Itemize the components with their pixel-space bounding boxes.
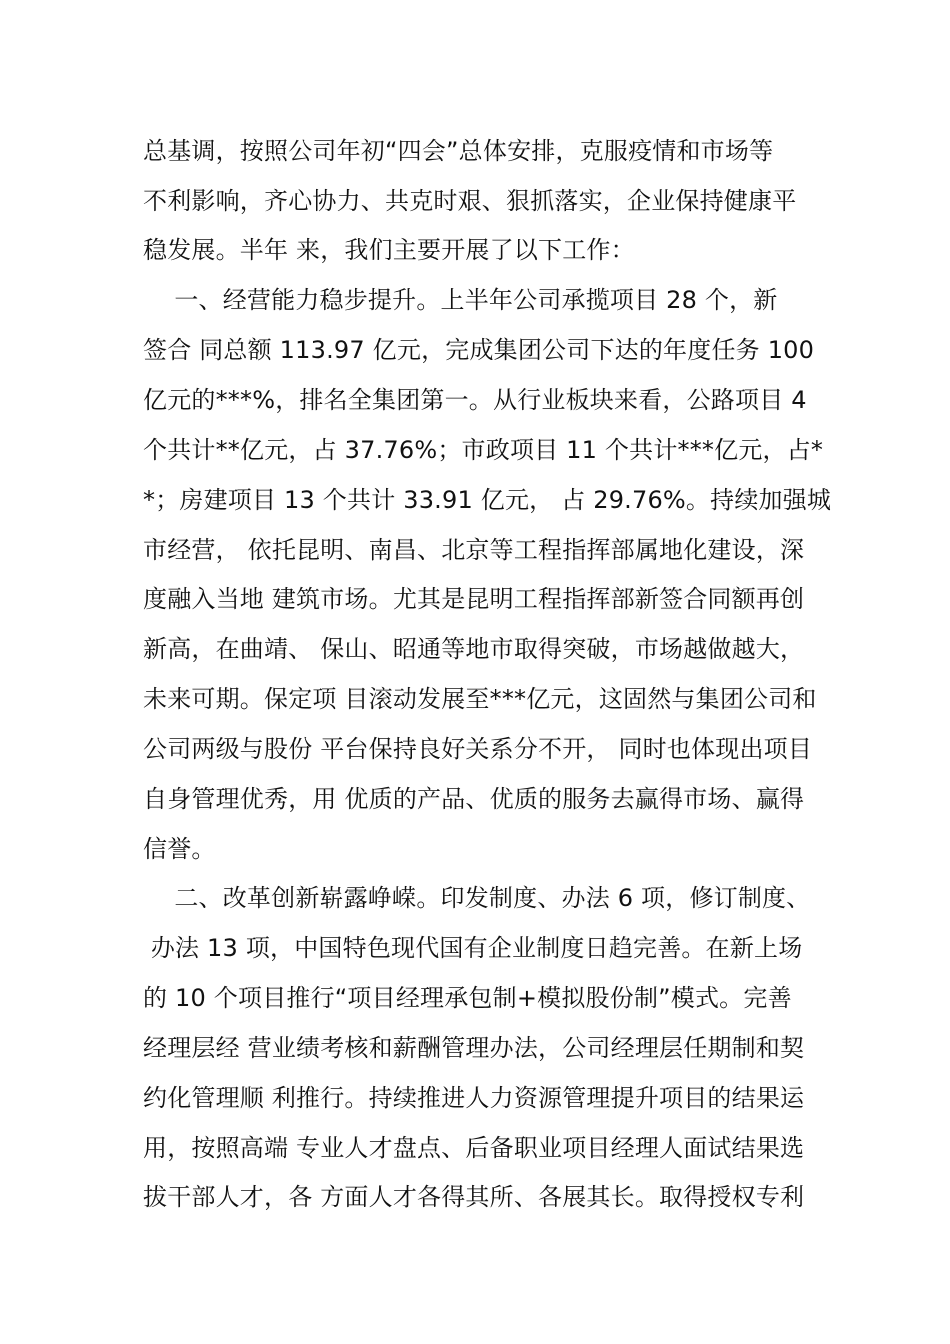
section-heading-line: 一、经营能力稳步提升。上半年公司承揽项目 28 个，新	[143, 286, 778, 314]
text-line: 信誉。	[143, 835, 216, 863]
text-line: 约化管理顺 利推行。持续推进人力资源管理提升项目的结果运	[143, 1084, 805, 1112]
text-line: 不利影响，齐心协力、共克时艰、狠抓落实，企业保持健康平	[143, 187, 797, 215]
text-line: 自身管理优秀，用 优质的产品、优质的服务去赢得市场、赢得	[143, 785, 805, 813]
text-line: 市经营， 依托昆明、南昌、北京等工程指挥部属地化建设，深	[143, 536, 805, 564]
text-line: 稳发展。半年 来，我们主要开展了以下工作：	[143, 236, 635, 264]
text-line: 经理层经 营业绩考核和薪酬管理办法，公司经理层任期制和契	[143, 1034, 805, 1062]
text-line: 公司两级与股份 平台保持良好关系分不开， 同时也体现出项目	[143, 735, 813, 763]
text-line: 个共计**亿元，占 37.76%；市政项目 11 个共计***亿元，占*	[143, 436, 824, 464]
text-line: 签合 同总额 113.97 亿元，完成集团公司下达的年度任务 100	[143, 336, 815, 364]
text-line: 总基调，按照公司年初“四会”总体安排，克服疫情和市场等	[143, 137, 774, 165]
text-line: 用，按照高端 专业人才盘点、后备职业项目经理人面试结果选	[143, 1134, 805, 1162]
text-line: 度融入当地 建筑市场。尤其是昆明工程指挥部新签合同额再创	[143, 585, 805, 613]
text-line: 未来可期。保定项 目滚动发展至***亿元，这固然与集团公司和	[143, 685, 817, 713]
text-line: 新高，在曲靖、 保山、昭通等地市取得突破，市场越做越大，	[143, 635, 805, 663]
text-line: 拔干部人才，各 方面人才各得其所、各展其长。取得授权专利	[143, 1183, 805, 1211]
text-line: 办法 13 项，中国特色现代国有企业制度日趋完善。在新上场	[143, 934, 803, 962]
section-heading-line: 二、改革创新崭露峥嵘。印发制度、办法 6 项，修订制度、	[143, 884, 811, 912]
text-line: *；房建项目 13 个共计 33.91 亿元， 占 29.76%。持续加强城	[143, 486, 832, 514]
text-line: 亿元的***%，排名全集团第一。从行业板块来看，公路项目 4	[143, 386, 807, 414]
text-line: 的 10 个项目推行“项目经理承包制+模拟股份制”模式。完善	[143, 984, 792, 1012]
